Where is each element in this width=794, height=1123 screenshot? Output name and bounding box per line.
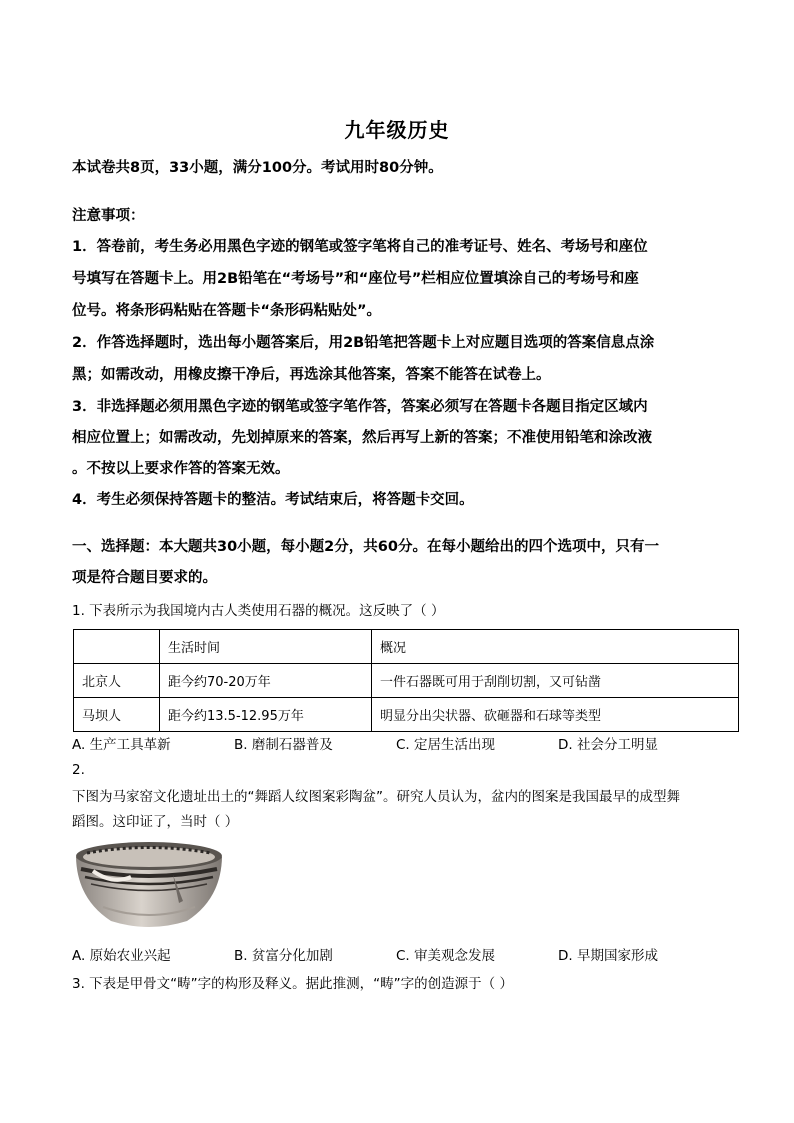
table-header-row xyxy=(74,630,739,664)
option-a[interactable]: A. 原始农业兴起 xyxy=(72,948,171,964)
option-a[interactable]: A. 生产工具革新 xyxy=(72,737,171,753)
question-2-stem: 下图为马家窑文化遗址出土的“舞蹈人纹图案彩陶盆”。研究人员认为，盆内的图案是我国最早的成型舞 xyxy=(72,789,680,805)
question-1-stem: 1. 下表所示为我国境内古人类使用石器的概况。这反映了（ ） xyxy=(72,603,445,619)
option-b[interactable]: B. 贫富分化加剧 xyxy=(234,948,333,964)
section-heading: 项是符合题目要求的。 xyxy=(72,570,217,586)
table-header-cell xyxy=(74,630,160,664)
notice-line: 1．答卷前，考生务必用黑色字迹的钢笔或签字笔将自己的准考证号、姓名、考场号和座位 xyxy=(72,239,648,255)
table-header-cell: 概况 xyxy=(372,630,739,664)
table-cell: 马坝人 xyxy=(74,698,160,732)
exam-title: 九年级历史 xyxy=(344,118,450,142)
notice-heading: 注意事项： xyxy=(72,208,145,224)
notice-line: 相应位置上；如需改动，先划掉原来的答案，然后再写上新的答案；不准使用铅笔和涂改液 xyxy=(72,430,652,446)
option-d[interactable]: D. 社会分工明显 xyxy=(558,737,658,753)
notice-line: 3．非选择题必须用黑色字迹的钢笔或签字笔作答，答案必须写在答题卡各题目指定区域内 xyxy=(72,399,648,415)
section-heading: 一、选择题：本大题共30小题，每小题2分，共60分。在每小题给出的四个选项中，只有一 xyxy=(72,539,659,555)
option-d[interactable]: D. 早期国家形成 xyxy=(558,948,658,964)
notice-line: 位号。将条形码粘贴在答题卡“条形码粘贴处”。 xyxy=(72,303,382,319)
question-2-number: 2. xyxy=(72,762,85,778)
table-cell: 北京人 xyxy=(74,664,160,698)
notice-line: 黑；如需改动，用橡皮擦干净后，再选涂其他答案，答案不能答在试卷上。 xyxy=(72,367,551,383)
table-header-cell: 生活时间 xyxy=(160,630,372,664)
question-1-table xyxy=(73,629,739,732)
painted-pottery-basin-image xyxy=(73,837,225,929)
question-2-stem: 蹈图。这印证了，当时（ ） xyxy=(72,814,239,830)
notice-line: 。不按以上要求作答的答案无效。 xyxy=(72,461,290,477)
question-3-stem: 3. 下表是甲骨文“畴”字的构形及释义。据此推测，“畴”字的创造源于（ ） xyxy=(72,976,513,992)
table-cell: 明显分出尖状器、砍砸器和石球等类型 xyxy=(372,698,739,732)
table-cell: 距今约13.5-12.95万年 xyxy=(160,698,372,732)
table-cell: 一件石器既可用于刮削切割，又可钻凿 xyxy=(372,664,739,698)
exam-intro: 本试卷共8页，33小题，满分100分。考试用时80分钟。 xyxy=(72,160,443,176)
option-b[interactable]: B. 磨制石器普及 xyxy=(234,737,333,753)
table-row xyxy=(74,664,739,698)
option-c[interactable]: C. 审美观念发展 xyxy=(396,948,496,964)
notice-line: 4．考生必须保持答题卡的整洁。考试结束后，将答题卡交回。 xyxy=(72,492,474,508)
table-cell: 距今约70-20万年 xyxy=(160,664,372,698)
option-c[interactable]: C. 定居生活出现 xyxy=(396,737,496,753)
notice-line: 2．作答选择题时，选出每小题答案后，用2B铅笔把答题卡上对应题目选项的答案信息点涂 xyxy=(72,335,655,351)
table-row xyxy=(74,698,739,732)
notice-line: 号填写在答题卡上。用2B铅笔在“考场号”和“座位号”栏相应位置填涂自己的考场号和座 xyxy=(72,271,639,287)
